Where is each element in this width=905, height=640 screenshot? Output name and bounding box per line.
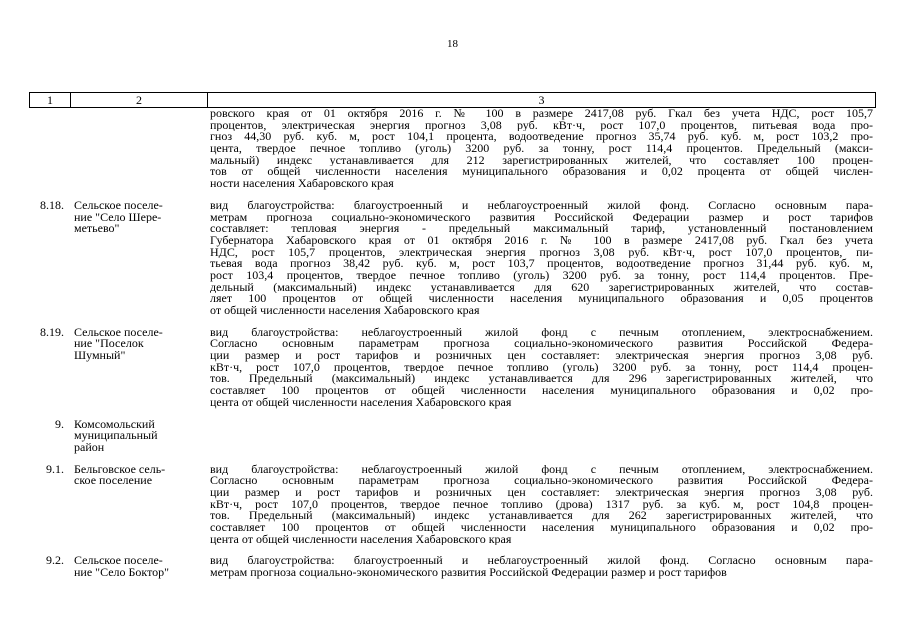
name-line: район: [74, 441, 105, 454]
name-line: ние "Поселок: [74, 338, 144, 351]
row-description: [210, 200, 873, 317]
table-header: [29, 92, 876, 108]
text-line: Согласно основным параметрам прогноза социально-экономического развития Российской Федера-: [210, 338, 873, 351]
text-line: кВт·ч, рост 107,0 процентов, твердое печное топливо (уголь) 3200 руб. за тонну, рост 114,4 процен-: [210, 361, 873, 374]
table-body: [0, 108, 905, 589]
table-row: [0, 197, 905, 317]
text-line: ности населения Хабаровского края: [210, 178, 394, 190]
text-line: гноз 44,30 руб. куб. м, рост 104,1 процента, водоотведение прогноз 35,74 руб. куб. м, рост 103,2 про-: [210, 131, 873, 144]
text-line: дельный (максимальный) индекс устанавливается для 620 зарегистрированных жителей, что состав-: [210, 281, 873, 294]
text-line: тьевая вода прогноз 38,42 руб. куб. м, рост 103,7 процентов, водоотведение прогноз 31,44 руб. куб. м,: [210, 258, 873, 270]
text-line: НДС, рост 105,7 процентов, электрическая энергия прогноз 3,08 руб. кВт·ч, рост 107,0 процентов, пи-: [210, 246, 873, 259]
header-col-3: 3: [208, 93, 876, 108]
settlement-name: [70, 464, 210, 546]
table-row: [0, 416, 905, 454]
name-line: муниципальный: [74, 430, 158, 442]
settlement-name: [70, 327, 210, 409]
row-number: 9.2.: [46, 553, 64, 568]
text-line: мальный) индекс устанавливается для 212 зарегистрированных жителей, что составляет 100 процен-: [210, 154, 873, 167]
name-line: ние "Село Шере-: [74, 211, 162, 224]
text-line: составляет: тепловая энергия - предельный максимальный тариф, установленный постановлением: [210, 223, 873, 235]
name-line: Сельское поселе-: [74, 326, 163, 339]
name-line: Сельское поселе-: [74, 555, 163, 568]
text-line: ции размер и рост тарифов и розничных цен составляет: электрическая энергия прогноз 3,08 руб.: [210, 350, 873, 362]
text-line: вид благоустройства: благоустроенный и неблагоустроенный жилой фонд. Согласно основным пара-: [210, 555, 873, 568]
text-line: метрам прогноза социально-экономического развития Российской Федерации размер и рост тарифов: [210, 567, 727, 579]
text-line: ции размер и рост тарифов и розничных цен составляет: электрическая энергия прогноз 3,08 руб.: [210, 487, 873, 499]
continuation-row: [0, 108, 905, 190]
row-number: 9.1.: [46, 461, 64, 476]
text-line: ровского края от 01 октября 2016 г. № 100 в размере 2417,08 руб. Гкал без учета НДС, рост 105,7: [210, 108, 873, 120]
name-line: ское поселение: [74, 475, 153, 488]
name-line: Комсомольский: [74, 418, 155, 431]
text-line: вид благоустройства: неблагоустроенный жилой фонд с печным отоплением, электроснабжением.: [210, 326, 873, 339]
text-line: рост 103,4 процентов, твердое печное топливо (уголь) 3200 руб. за тонну, рост 114,4 процентов. Пре-: [210, 269, 873, 282]
table-row: [0, 555, 905, 578]
continuation-text: [210, 108, 873, 190]
row-description: [210, 464, 873, 546]
text-line: Согласно основным параметрам прогноза социально-экономического развития Российской Федера-: [210, 475, 873, 488]
settlement-name: [70, 200, 210, 317]
text-line: тов. Предельный (максимальный) индекс устанавливается для 262 зарегистрированных жителей, что: [210, 510, 873, 523]
row-number: 9.: [55, 416, 64, 431]
row-number: 8.18.: [40, 197, 64, 212]
text-line: процентов, электрическая энергия прогноз 3,08 руб. кВт·ч, рост 107,0 процентов, питьевая вода про-: [210, 119, 873, 132]
settlement-name: [70, 419, 210, 454]
text-line: тов от общей численности населения муниципального образования и 0,02 процента от общей числен-: [210, 166, 873, 179]
text-line: цента, твердое печное топливо (уголь) 3200 руб. за тонну, рост 114,4 процентов. Предельный (макси-: [210, 143, 873, 155]
text-line: составляет 100 процентов от общей численности населения муниципального образования и 0,02 про-: [210, 522, 873, 534]
name-line: ние "Село Боктор": [74, 567, 170, 579]
header-col-2: 2: [71, 93, 208, 108]
text-line: цента от общей численности населения Хабаровского края: [210, 533, 512, 546]
text-line: от общей численности населения Хабаровского края: [210, 305, 480, 317]
text-line: метрам прогноза социально-экономического развития Российской Федерации размер и рост тарифов: [210, 211, 873, 224]
text-line: вид благоустройства: благоустроенный и неблагоустроенный жилой фонд. Согласно основным пара-: [210, 199, 873, 212]
row-description: [210, 327, 873, 409]
row-number: 8.19.: [40, 324, 64, 339]
name-line: Шумный": [74, 350, 126, 362]
name-line: Сельское поселе-: [74, 199, 163, 212]
settlement-name: [70, 555, 210, 578]
table-row: [0, 324, 905, 409]
text-line: составляет 100 процентов от общей численности населения муниципального образования и 0,02 про-: [210, 385, 873, 397]
name-line: метьево": [74, 223, 120, 235]
text-line: тов. Предельный (максимальный) индекс устанавливается для 296 зарегистрированных жителей, что: [210, 373, 873, 386]
text-line: вид благоустройства: неблагоустроенный жилой фонд с печным отоплением, электроснабжением.: [210, 463, 873, 476]
header-col-1: 1: [30, 93, 71, 108]
row-description: [210, 555, 873, 578]
text-line: цента от общей численности населения Хабаровского края: [210, 396, 512, 409]
text-line: кВт·ч, рост 107,0 процентов, твердое печное топливо (дрова) 1317 руб. за куб. м, рост 104,8 процен-: [210, 498, 873, 511]
name-line: Бельговское сель-: [74, 463, 166, 476]
page-number: 18: [447, 38, 458, 50]
text-line: ляет 100 процентов от общей численности населения муниципального образования и 0,05 процентов: [210, 293, 873, 306]
table-row: [0, 461, 905, 546]
text-line: Губернатора Хабаровского края от 01 октября 2016 г. № 100 в размере 2417,08 руб. Гкал без учета: [210, 234, 873, 247]
row-description: [210, 419, 873, 454]
